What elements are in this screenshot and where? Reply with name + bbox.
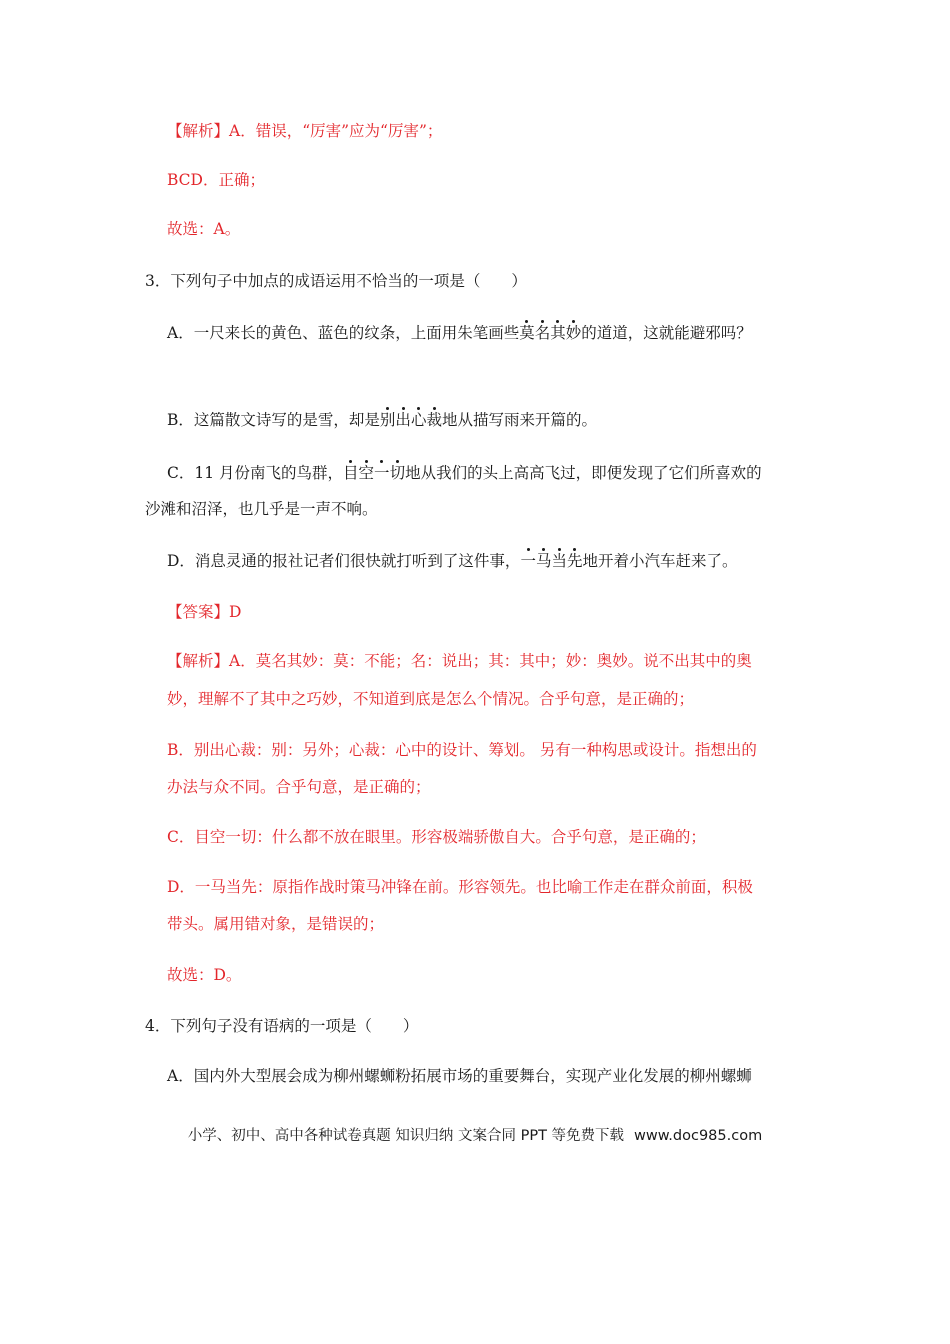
q4-option-a: A．国内外大型展会成为柳州螺蛳粉拓展市场的重要舞台，实现产业化发展的柳州螺蛳 xyxy=(167,1067,752,1085)
q2-analysis-label: 【解析】 xyxy=(167,122,230,140)
q4-stem: 4．下列句子没有语病的一项是（ ） xyxy=(145,1017,419,1035)
q3-answer xyxy=(167,602,241,622)
q3-option-b-post: 地从描写雨来开篇的。 xyxy=(441,411,597,429)
emphasis-char: 一 xyxy=(520,552,536,570)
emphasis-char: 先 xyxy=(566,552,583,570)
emphasis-char: 心 xyxy=(410,411,427,429)
emphasis-char: 当 xyxy=(551,552,567,570)
emphasis-char: 妙 xyxy=(565,324,582,342)
q3-option-b-pre: B．这篇散文诗写的是雪，却是 xyxy=(167,411,380,429)
emphasis-char: 裁 xyxy=(426,411,442,429)
q3-option-c-pre: C．11 月份南飞的鸟群， xyxy=(167,464,344,482)
q3-option-b xyxy=(167,410,597,430)
emphasis-char: 目 xyxy=(343,464,359,482)
q3-analysis-line-4: 办法与众不同。合乎句意，是正确的； xyxy=(167,778,431,796)
emphasis-char: 一 xyxy=(374,464,390,482)
q3-option-d xyxy=(167,551,738,571)
q3-option-c xyxy=(167,463,762,483)
page-footer xyxy=(0,1124,950,1145)
q3-analysis-line-6: D．一马当先：原指作战时策马冲锋在前。形容领先。也比喻工作走在群众前面，积极 xyxy=(167,878,753,896)
q3-option-d-pre: D．消息灵通的报社记者们很快就打听到了这件事， xyxy=(167,552,521,570)
q3-choice-line: 故选：D。 xyxy=(167,966,242,984)
q3-answer-label: 【答案】 xyxy=(167,603,230,621)
q2-bcd-line: BCD．正确； xyxy=(167,171,265,189)
q3-analysis-line-7: 带头。属用错对象，是错误的； xyxy=(167,915,385,933)
emphasis-char: 出 xyxy=(395,411,411,429)
q2-analysis-text: A．错误，“厉害”应为“厉害”； xyxy=(229,122,443,140)
emphasis-char: 名 xyxy=(534,324,551,342)
q3-option-a-pre: A．一尺来长的黄色、蓝色的纹条，上面用朱笔画些 xyxy=(167,324,520,342)
emphasis-char: 其 xyxy=(550,324,566,342)
q3-analysis-line-1 xyxy=(167,651,752,671)
q2-choice-line: 故选：A。 xyxy=(167,220,241,238)
q3-analysis-line-5: C．目空一切：什么都不放在眼里。形容极端骄傲自大。合乎句意，是正确的； xyxy=(167,828,706,846)
q3-answer-value: D xyxy=(229,603,242,621)
q3-option-c-post: 地从我们的头上高高飞过，即便发现了它们所喜欢的 xyxy=(405,464,762,482)
emphasis-char: 莫 xyxy=(519,324,535,342)
q3-option-a-post: 的道道，这就能避邪吗？ xyxy=(581,324,752,342)
q3-option-c-line2: 沙滩和沼泽，也几乎是一声不响。 xyxy=(145,500,378,518)
emphasis-char: 空 xyxy=(358,464,375,482)
q3-option-d-post: 地开着小汽车赶来了。 xyxy=(582,552,738,570)
q3-stem: 3．下列句子中加点的成语运用不恰当的一项是（ ） xyxy=(145,272,527,290)
emphasis-char: 马 xyxy=(535,552,552,570)
emphasis-char: 切 xyxy=(389,464,406,482)
footer-text: 小学、初中、高中各种试卷真题 知识归纳 文案合同 PPT 等免费下载 xyxy=(187,1128,625,1144)
emphasis-char: 别 xyxy=(379,411,396,429)
q3-option-a xyxy=(167,323,752,343)
q3-analysis-text: A．莫名其妙：莫：不能；名：说出；其：其中；妙：奥妙。说不出其中的奥 xyxy=(229,652,752,670)
q2-analysis-line xyxy=(167,121,442,141)
q3-analysis-line-2: 妙，理解不了其中之巧妙，不知道到底是怎么个情况。合乎句意，是正确的； xyxy=(167,690,695,708)
q3-analysis-line-3: B．别出心裁：别：另外；心裁：心中的设计、筹划。 另有一种构思或设计。指想出的 xyxy=(167,741,757,759)
q3-analysis-label: 【解析】 xyxy=(167,652,230,670)
footer-url[interactable]: www.doc985.com xyxy=(634,1128,763,1144)
